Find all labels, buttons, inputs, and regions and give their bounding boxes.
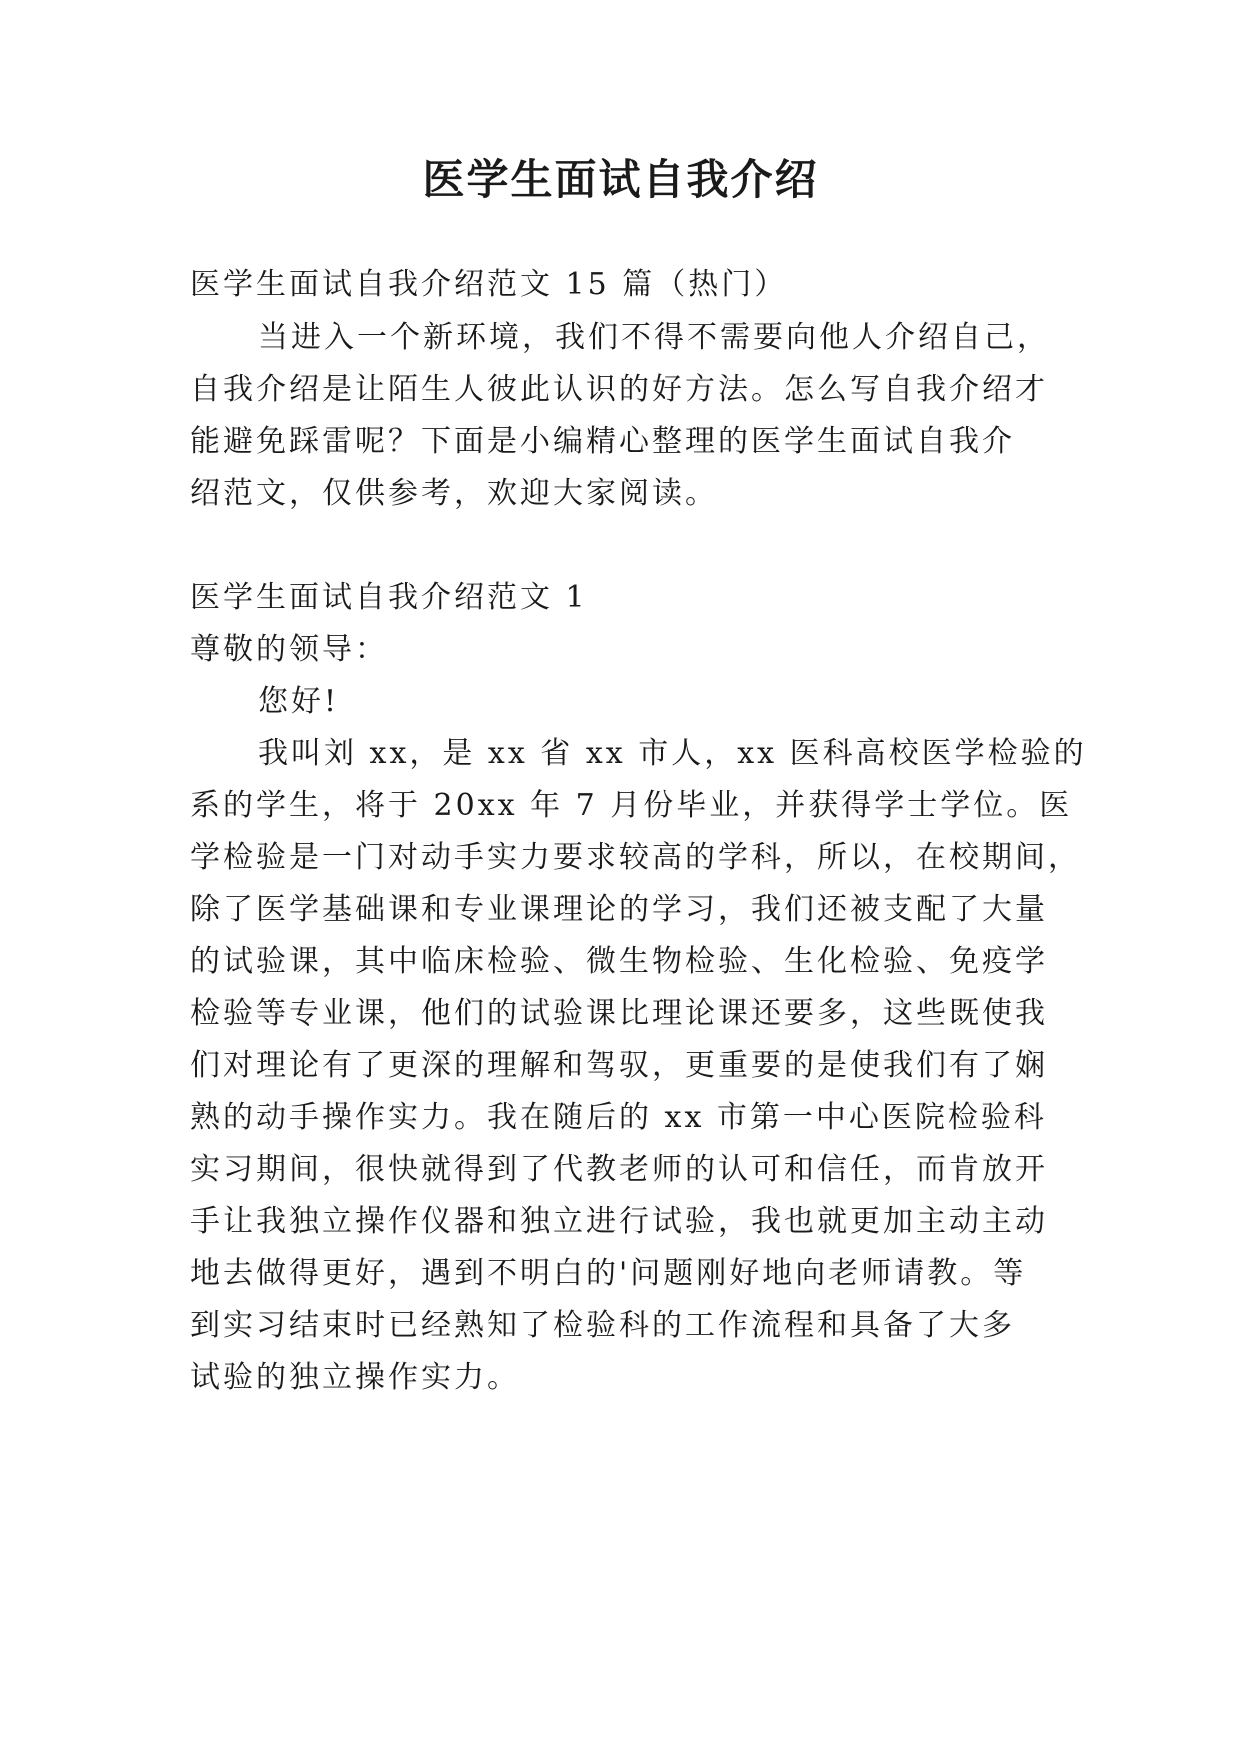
body-paragraph-line: 系的学生，将于 20xx 年 7 月份毕业，并获得学士学位。医 [190,788,1073,823]
body-paragraph-line: 地去做得更好，遇到不明白的'问题刚好地向老师请教。等 [190,1256,1027,1291]
salutation: 尊敬的领导： [190,632,388,667]
subtitle-line: 医学生面试自我介绍范文 15 篇（热门） [190,267,788,302]
intro-paragraph-line: 绍范文，仅供参考，欢迎大家阅读。 [190,476,718,511]
body-paragraph-line: 除了医学基础课和专业课理论的学习，我们还被支配了大量 [190,892,1048,927]
body-paragraph-line: 到实习结束时已经熟知了检验科的工作流程和具备了大多 [190,1308,1015,1343]
document-title: 医学生面试自我介绍 [422,155,819,204]
body-paragraph-line: 们对理论有了更深的理解和驾驭，更重要的是使我们有了娴 [190,1048,1048,1083]
intro-paragraph-line: 能避免踩雷呢？下面是小编精心整理的医学生面试自我介 [190,424,1015,459]
body-paragraph-line: 学检验是一门对动手实力要求较高的学科，所以，在校期间， [190,840,1081,875]
greeting: 您好! [258,684,340,719]
body-paragraph-line: 我叫刘 xx，是 xx 省 xx 市人，xx 医科高校医学检验的 [258,736,1087,771]
body-paragraph-line: 手让我独立操作仪器和独立进行试验，我也就更加主动主动 [190,1204,1048,1239]
intro-paragraph-line: 当进入一个新环境，我们不得不需要向他人介绍自己， [258,320,1050,355]
intro-paragraph-line: 自我介绍是让陌生人彼此认识的好方法。怎么写自我介绍才 [190,372,1048,407]
body-paragraph-line: 熟的动手操作实力。我在随后的 xx 市第一中心医院检验科 [190,1100,1047,1135]
body-paragraph-line: 试验的独立操作实力。 [190,1360,520,1395]
body-paragraph-line: 检验等专业课，他们的试验课比理论课还要多，这些既使我 [190,996,1048,1031]
body-paragraph-line: 实习期间，很快就得到了代教老师的认可和信任，而肯放开 [190,1152,1048,1187]
section-heading: 医学生面试自我介绍范文 1 [190,580,588,615]
body-paragraph-line: 的试验课，其中临床检验、微生物检验、生化检验、免疫学 [190,944,1048,979]
